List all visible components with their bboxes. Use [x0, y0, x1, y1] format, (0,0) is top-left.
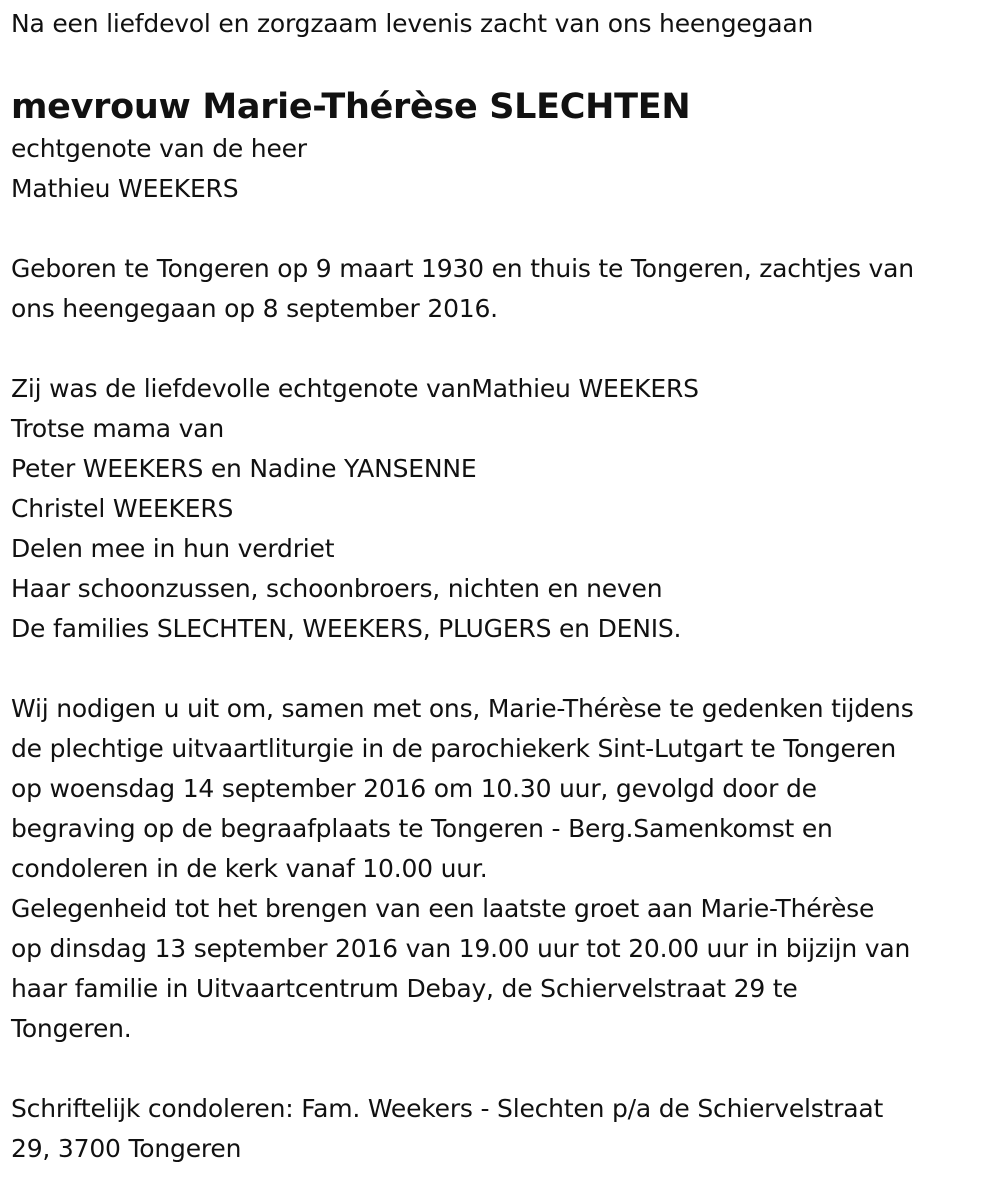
family-line: Haar schoonzussen, schoonbroers, nichten en neven	[11, 574, 663, 603]
birth-death-block	[11, 249, 996, 329]
spacer	[11, 329, 996, 369]
invitation-line: Wij nodigen u uit om, samen met ons, Marie-Thérèse te gedenken tijdens	[11, 694, 914, 723]
family-block	[11, 369, 996, 649]
obituary-notice	[11, 0, 996, 1169]
family-line: Zij was de liefdevolle echtgenote vanMathieu WEEKERS	[11, 374, 699, 403]
invitation-line: Tongeren.	[11, 1014, 132, 1043]
family-line: Peter WEEKERS en Nadine YANSENNE	[11, 454, 477, 483]
invitation-line: begraving op de begraafplaats te Tongeren - Berg.Samenkomst en	[11, 814, 833, 843]
invitation-line: op woensdag 14 september 2016 om 10.30 uur, gevolgd door de	[11, 774, 817, 803]
spouse-line: echtgenote van de heer	[11, 134, 307, 163]
family-line: Christel WEEKERS	[11, 494, 234, 523]
birth-line: Geboren te Tongeren op 9 maart 1930 en thuis te Tongeren, zachtjes van	[11, 254, 914, 283]
invitation-line: condoleren in de kerk vanaf 10.00 uur.	[11, 854, 488, 883]
death-line: ons heengegaan op 8 september 2016.	[11, 294, 498, 323]
family-line: De families SLECHTEN, WEEKERS, PLUGERS en DENIS.	[11, 614, 682, 643]
invitation-line: haar familie in Uitvaartcentrum Debay, de Schiervelstraat 29 te	[11, 974, 798, 1003]
spouse-block	[11, 129, 996, 209]
invitation-line: Gelegenheid tot het brengen van een laatste groet aan Marie-Thérèse	[11, 894, 875, 923]
condolences-address: 29, 3700 Tongeren	[11, 1134, 242, 1163]
condolences-line: Schriftelijk condoleren: Fam. Weekers - Slechten p/a de Schiervelstraat	[11, 1094, 884, 1123]
intro-text: Na een liefdevol en zorgzaam levenis zacht van ons heengegaan	[11, 9, 814, 38]
invitation-line: de plechtige uitvaartliturgie in de parochiekerk Sint-Lutgart te Tongeren	[11, 734, 897, 763]
spacer	[11, 1049, 996, 1089]
family-line: Delen mee in hun verdriet	[11, 534, 335, 563]
deceased-name: mevrouw Marie-Thérèse SLECHTEN	[11, 87, 691, 127]
condolences-block	[11, 1089, 996, 1169]
spacer	[11, 649, 996, 689]
spacer	[11, 209, 996, 249]
spouse-name: Mathieu WEEKERS	[11, 174, 239, 203]
family-line: Trotse mama van	[11, 414, 225, 443]
invitation-line: op dinsdag 13 september 2016 van 19.00 uur tot 20.00 uur in bijzijn van	[11, 934, 911, 963]
invitation-block	[11, 689, 996, 1049]
